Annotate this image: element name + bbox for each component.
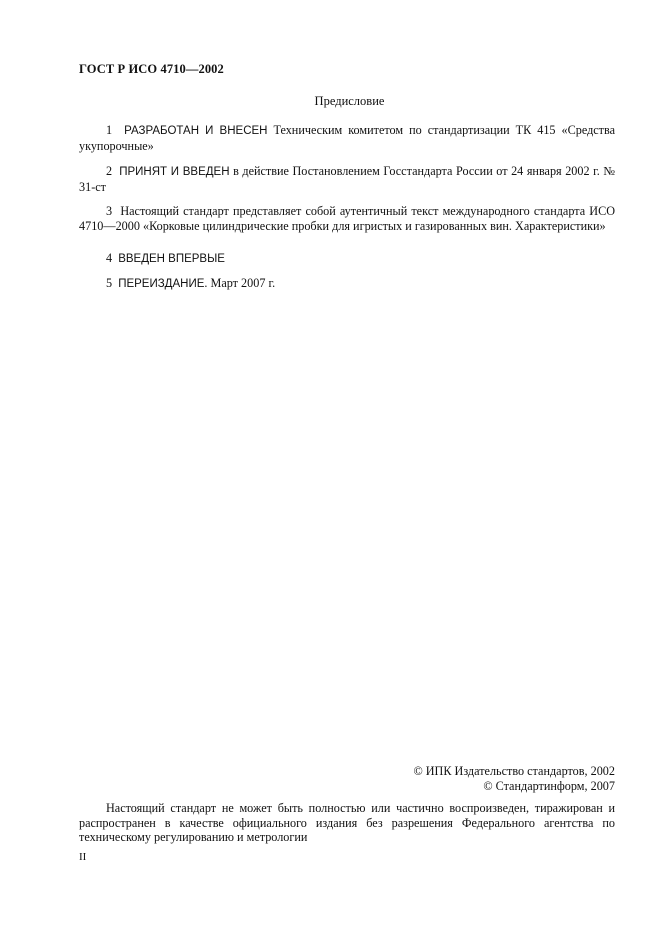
item-caps: ПЕРЕИЗДАНИЕ <box>118 278 205 290</box>
item-caps: ПРИНЯТ И ВВЕДЕН <box>119 166 230 178</box>
item-number: 2 <box>106 164 113 178</box>
item-text: Техническим комитетом по стандартизации ТК 415 «Средства укупорочные» <box>79 123 616 153</box>
foreword-title: Предисловие <box>314 94 385 108</box>
foreword-item-2 <box>79 164 615 195</box>
foreword-item-5 <box>79 276 615 292</box>
reproduction-notice: Настоящий стандарт не может быть полностью или частично воспроизведен, тиражирован и распространен в качестве официального издания без разрешения Федерального агентства по техническому регулированию и метрологии <box>79 801 615 844</box>
item-text: . Март 2007 г. <box>204 276 276 290</box>
item-caps: ВВЕДЕН ВПЕРВЫЕ <box>118 253 225 265</box>
foreword-item-3 <box>79 204 615 234</box>
foreword-item-1 <box>79 123 615 154</box>
copyright-line-1: © ИПК Издательство стандартов, 2002 <box>413 764 615 778</box>
item-number: 4 <box>106 251 113 265</box>
item-number: 1 <box>106 123 113 137</box>
page-number: II <box>79 851 87 863</box>
foreword-item-4 <box>79 251 615 267</box>
item-number: 3 <box>106 204 113 218</box>
item-text: в действие Постановлением Госстандарта России от 24 января 2002 г. № 31-ст <box>79 164 616 194</box>
item-number: 5 <box>106 276 113 290</box>
copyright-line-2: © Стандартинформ, 2007 <box>483 779 615 793</box>
item-text: Настоящий стандарт представляет собой аутентичный текст международного стандарта ИСО 4710—2000 «Корковые цилиндрические пробки для игристых и газированных вин. Характеристики» <box>79 204 615 233</box>
item-caps: РАЗРАБОТАН И ВНЕСЕН <box>124 125 268 137</box>
document-code: ГОСТ Р ИСО 4710—2002 <box>79 62 224 76</box>
